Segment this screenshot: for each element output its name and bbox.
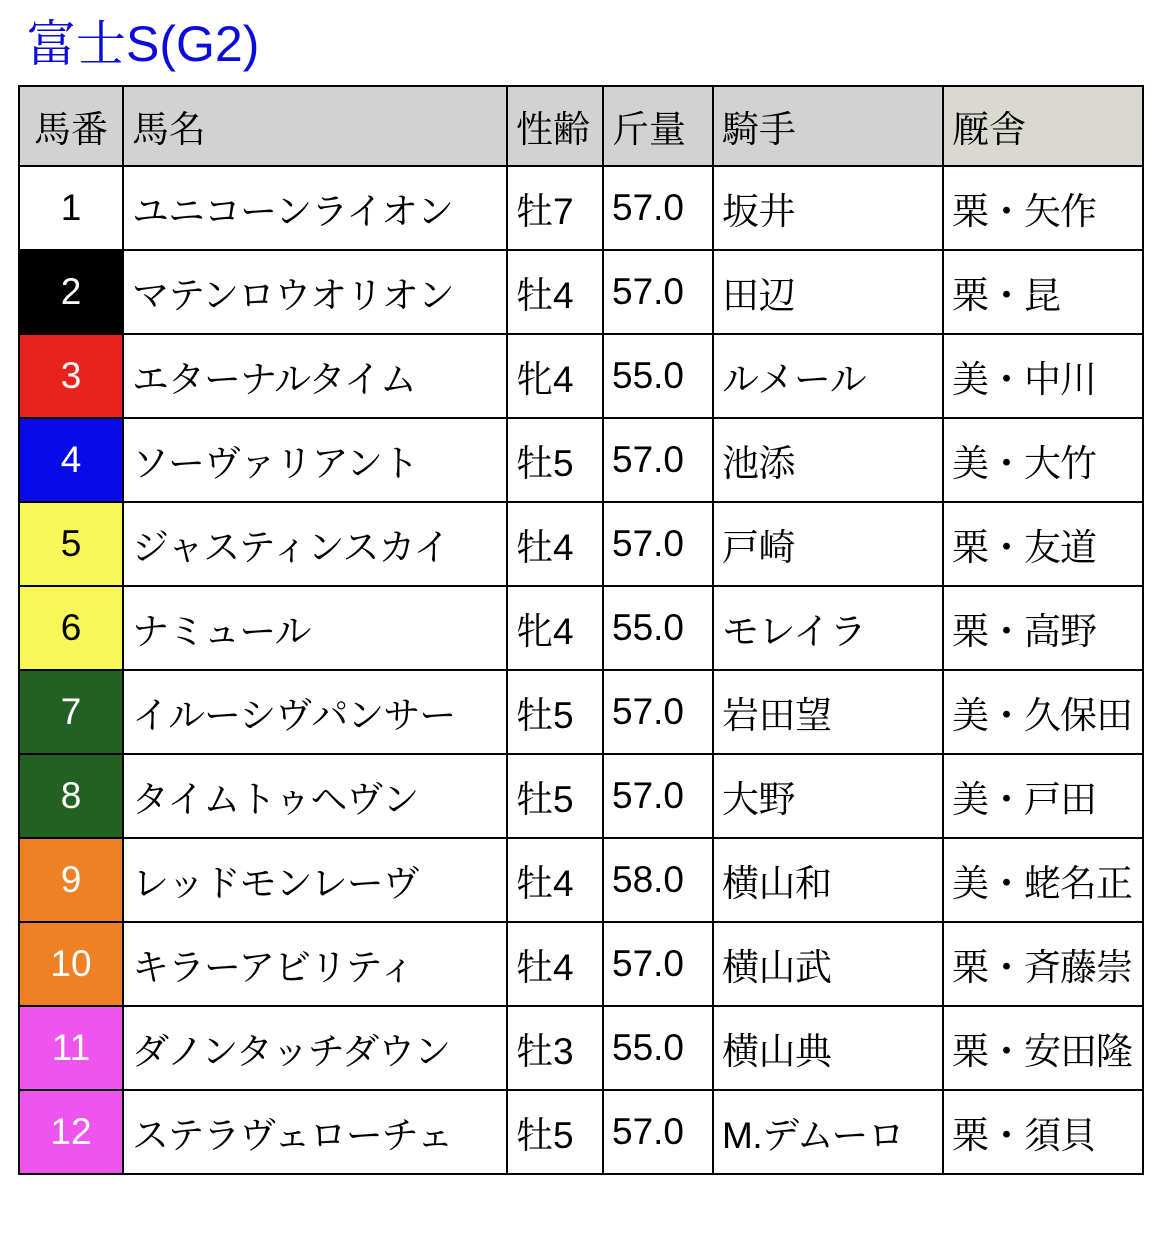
horse-number-cell: 9: [19, 838, 123, 922]
weight-cell: 57.0: [603, 754, 713, 838]
table-row: [19, 922, 1143, 1006]
horse-number-cell: 6: [19, 586, 123, 670]
jockey-cell: ルメール: [713, 334, 943, 418]
table-header: [19, 86, 1143, 166]
jockey-cell: 戸崎: [713, 502, 943, 586]
jockey-cell: M.デムーロ: [713, 1090, 943, 1174]
weight-cell: 57.0: [603, 922, 713, 1006]
stable-cell: 栗・矢作: [943, 166, 1143, 250]
sex-age-cell: 牝4: [507, 586, 603, 670]
sex-age-cell: 牡4: [507, 838, 603, 922]
weight-cell: 57.0: [603, 502, 713, 586]
sex-age-cell: 牡5: [507, 670, 603, 754]
jockey-cell: 田辺: [713, 250, 943, 334]
stable-cell: 栗・安田隆: [943, 1006, 1143, 1090]
weight-cell: 57.0: [603, 418, 713, 502]
entries-table: [18, 85, 1144, 1175]
table-row: [19, 1090, 1143, 1174]
table-row: [19, 334, 1143, 418]
table-row: [19, 670, 1143, 754]
horse-name-cell: ソーヴァリアント: [123, 418, 507, 502]
horse-name-cell: エターナルタイム: [123, 334, 507, 418]
stable-cell: 美・中川: [943, 334, 1143, 418]
column-header-weight: 斤量: [603, 86, 713, 166]
stable-cell: 栗・高野: [943, 586, 1143, 670]
sex-age-cell: 牡4: [507, 922, 603, 1006]
table-row: [19, 250, 1143, 334]
jockey-cell: 坂井: [713, 166, 943, 250]
jockey-cell: 横山武: [713, 922, 943, 1006]
table-row: [19, 418, 1143, 502]
stable-cell: 美・戸田: [943, 754, 1143, 838]
sex-age-cell: 牡5: [507, 1090, 603, 1174]
horse-number-cell: 5: [19, 502, 123, 586]
jockey-cell: 岩田望: [713, 670, 943, 754]
sex-age-cell: 牡7: [507, 166, 603, 250]
horse-name-cell: キラーアビリティ: [123, 922, 507, 1006]
table-header-row: [19, 86, 1143, 166]
horse-name-cell: タイムトゥヘヴン: [123, 754, 507, 838]
weight-cell: 57.0: [603, 670, 713, 754]
stable-cell: 美・久保田: [943, 670, 1143, 754]
page-title: 富士S(G2): [26, 16, 260, 72]
column-header-stable: 厩舎: [943, 86, 1143, 166]
weight-cell: 55.0: [603, 334, 713, 418]
weight-cell: 57.0: [603, 1090, 713, 1174]
horse-number-cell: 1: [19, 166, 123, 250]
horse-number-cell: 10: [19, 922, 123, 1006]
horse-number-cell: 4: [19, 418, 123, 502]
horse-number-cell: 2: [19, 250, 123, 334]
sex-age-cell: 牡4: [507, 250, 603, 334]
sex-age-cell: 牝4: [507, 334, 603, 418]
horse-number-cell: 12: [19, 1090, 123, 1174]
jockey-cell: 大野: [713, 754, 943, 838]
sex-age-cell: 牡4: [507, 502, 603, 586]
column-header-horse-name: 馬名: [123, 86, 507, 166]
horse-name-cell: マテンロウオリオン: [123, 250, 507, 334]
table-row: [19, 838, 1143, 922]
horse-name-cell: レッドモンレーヴ: [123, 838, 507, 922]
jockey-cell: 池添: [713, 418, 943, 502]
table-row: [19, 754, 1143, 838]
horse-number-cell: 8: [19, 754, 123, 838]
horse-number-cell: 7: [19, 670, 123, 754]
stable-cell: 美・蛯名正: [943, 838, 1143, 922]
stable-cell: 栗・須貝: [943, 1090, 1143, 1174]
weight-cell: 55.0: [603, 1006, 713, 1090]
table-row: [19, 502, 1143, 586]
weight-cell: 57.0: [603, 166, 713, 250]
column-header-jockey: 騎手: [713, 86, 943, 166]
table-body: [19, 166, 1143, 1174]
column-header-sex-age: 性齢: [507, 86, 603, 166]
stable-cell: 栗・昆: [943, 250, 1143, 334]
sex-age-cell: 牡5: [507, 754, 603, 838]
horse-name-cell: ステラヴェローチェ: [123, 1090, 507, 1174]
stable-cell: 美・大竹: [943, 418, 1143, 502]
horse-name-cell: ユニコーンライオン: [123, 166, 507, 250]
weight-cell: 58.0: [603, 838, 713, 922]
column-header-horse-number: 馬番: [19, 86, 123, 166]
weight-cell: 55.0: [603, 586, 713, 670]
horse-name-cell: ジャスティンスカイ: [123, 502, 507, 586]
jockey-cell: 横山和: [713, 838, 943, 922]
horse-number-cell: 3: [19, 334, 123, 418]
table-row: [19, 1006, 1143, 1090]
sex-age-cell: 牡5: [507, 418, 603, 502]
horse-name-cell: イルーシヴパンサー: [123, 670, 507, 754]
weight-cell: 57.0: [603, 250, 713, 334]
stable-cell: 栗・斉藤崇: [943, 922, 1143, 1006]
table-row: [19, 166, 1143, 250]
table-row: [19, 586, 1143, 670]
horse-number-cell: 11: [19, 1006, 123, 1090]
horse-name-cell: ダノンタッチダウン: [123, 1006, 507, 1090]
horse-name-cell: ナミュール: [123, 586, 507, 670]
stable-cell: 栗・友道: [943, 502, 1143, 586]
jockey-cell: モレイラ: [713, 586, 943, 670]
jockey-cell: 横山典: [713, 1006, 943, 1090]
sex-age-cell: 牡3: [507, 1006, 603, 1090]
